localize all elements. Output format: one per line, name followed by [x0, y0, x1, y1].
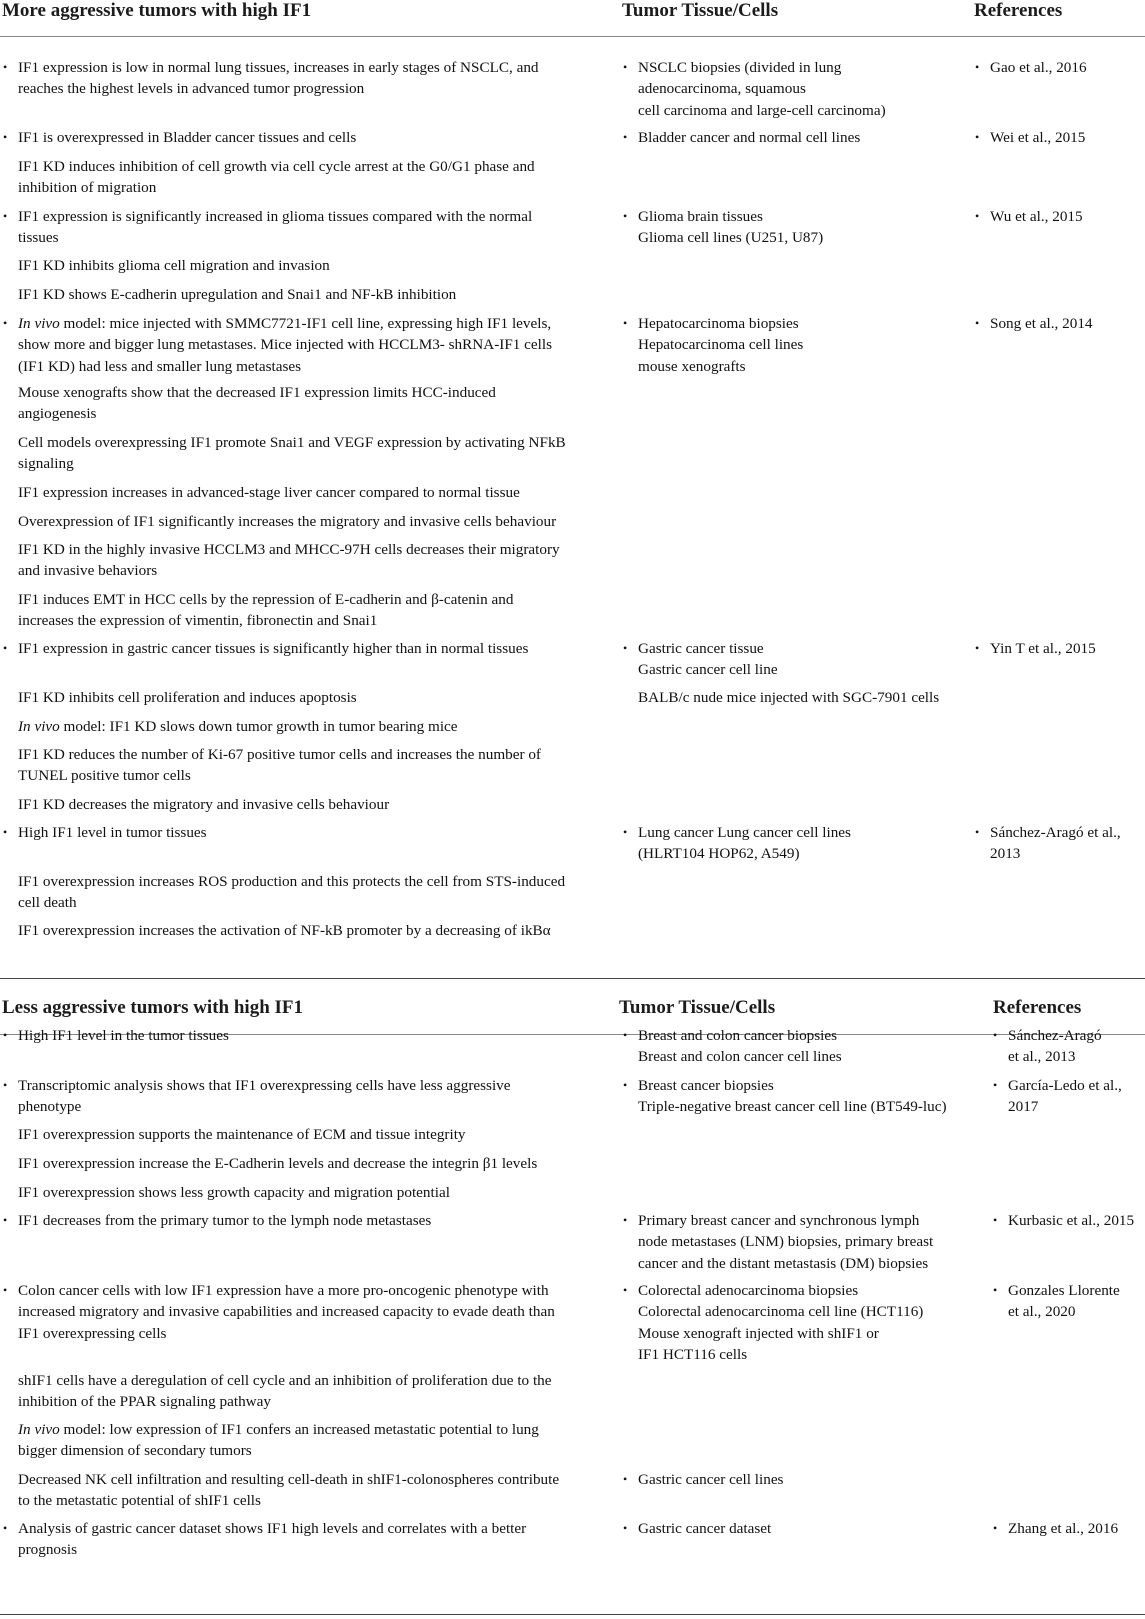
bullet-icon: • — [623, 1078, 628, 1092]
bullet-icon: • — [623, 60, 628, 74]
finding-cell — [18, 432, 603, 475]
tissue-cell — [623, 313, 983, 377]
bullet-icon: • — [993, 1213, 998, 1227]
cell-text-line: IF1 overexpression increases the activation of NF-kB promoter by a decreasing of ikBα — [18, 922, 551, 939]
finding-cell — [18, 794, 603, 815]
cell-text-line: (HLRT104 HOP62, A549) — [638, 845, 800, 863]
tissue-cell — [623, 1280, 973, 1365]
cell-text-line: Gastric cancer tissue — [638, 640, 764, 657]
cell-text-line: Wei et al., 2015 — [990, 129, 1086, 146]
bullet-icon: • — [623, 316, 628, 330]
cell-text-line: show more and bigger lung metastases. Mice injected with HCCLM3- shRNA-IF1 cells — [18, 336, 553, 354]
cell-text-line: IF1 KD induces inhibition of cell growth via cell cycle arrest at the G0/G1 phase and — [18, 158, 535, 175]
cell-text-line: Primary breast cancer and synchronous lymph — [638, 1212, 920, 1229]
bullet-icon: • — [975, 316, 980, 330]
table-bottom-rule — [0, 1614, 1145, 1615]
finding-cell — [18, 1153, 603, 1174]
cell-text-line: reaches the highest levels in advanced tumor progression — [18, 80, 365, 98]
finding-cell — [18, 1124, 603, 1145]
tissue-cell — [623, 822, 983, 865]
cell-text-line: Hepatocarcinoma biopsies — [638, 315, 799, 332]
reference-cell — [993, 1210, 1145, 1231]
reference-cell — [975, 313, 1140, 334]
cell-text-line: inhibition of migration — [18, 179, 157, 197]
cell-text-line: Colorectal adenocarcinoma biopsies — [638, 1282, 859, 1299]
cell-text-line: shIF1 cells have a deregulation of cell cycle and an inhibition of proliferation due to the — [18, 1372, 552, 1389]
finding-cell — [18, 482, 603, 503]
reference-cell — [975, 638, 1140, 659]
finding-cell — [3, 206, 603, 249]
cell-text-line: Sánchez-Aragó — [1008, 1027, 1102, 1044]
cell-text-line: IF1 overexpression shows less growth capacity and migration potential — [18, 1184, 450, 1201]
cell-text-line: cell carcinoma and large-cell carcinoma) — [638, 101, 886, 119]
cell-text-line: Hepatocarcinoma cell lines — [638, 336, 804, 354]
reference-cell — [993, 1075, 1145, 1118]
bullet-icon: • — [623, 1283, 628, 1297]
reference-cell — [975, 822, 1140, 865]
cell-text-line: to the metastatic potential of shIF1 cells — [18, 1492, 261, 1510]
bullet-icon: • — [623, 209, 628, 223]
bullet-icon: • — [3, 825, 8, 839]
finding-cell — [18, 744, 603, 787]
cell-text-line: BALB/c nude mice injected with SGC-7901 cells — [638, 689, 940, 706]
finding-cell — [18, 1370, 603, 1413]
bullet-icon: • — [975, 130, 980, 144]
cell-text-line: Glioma cell lines (U251, U87) — [638, 229, 824, 247]
cell-text-line: Colorectal adenocarcinoma cell line (HCT116) — [638, 1303, 924, 1321]
finding-cell — [18, 255, 603, 276]
bullet-icon: • — [3, 209, 8, 223]
reference-cell — [993, 1025, 1145, 1068]
cell-text-line: IF1 KD inhibits cell proliferation and induces apoptosis — [18, 689, 357, 706]
cell-text-line: IF1 expression is low in normal lung tissues, increases in early stages of NSCLC, and — [18, 59, 539, 76]
cell-text-line: adenocarcinoma, squamous — [638, 80, 806, 98]
finding-cell — [3, 127, 603, 148]
cell-text-line: Zhang et al., 2016 — [1008, 1520, 1119, 1537]
cell-text-line: 2017 — [1008, 1098, 1039, 1116]
reference-cell — [975, 127, 1140, 148]
reference-cell — [993, 1518, 1145, 1539]
cell-text-line: Lung cancer Lung cancer cell lines — [638, 824, 851, 841]
finding-cell — [18, 1182, 603, 1203]
finding-cell — [18, 511, 603, 532]
cell-text-line: Decreased NK cell infiltration and resulting cell-death in shIF1-colonospheres contribute — [18, 1471, 560, 1488]
column-header-finding: Less aggressive tumors with high IF1 — [2, 997, 304, 1018]
bullet-icon: • — [623, 825, 628, 839]
tissue-cell — [623, 1025, 973, 1068]
column-header-tissue: Tumor Tissue/Cells — [622, 0, 779, 21]
cell-text-line: IF1 overexpressing cells — [18, 1324, 167, 1342]
cell-text-line: Colon cancer cells with low IF1 expression have a more pro-oncogenic phenotype with — [18, 1282, 549, 1299]
column-header-references: References — [974, 0, 1063, 21]
finding-cell — [18, 382, 603, 425]
bullet-icon: • — [975, 641, 980, 655]
tissue-cell — [638, 687, 983, 708]
cell-text-line: Gao et al., 2016 — [990, 59, 1087, 76]
cell-text-line: Sánchez-Aragó et al., — [990, 824, 1121, 841]
cell-text-line: Overexpression of IF1 significantly increases the migratory and invasive cells behaviour — [18, 513, 557, 530]
tissue-cell — [623, 1469, 973, 1490]
column-header-tissue: Tumor Tissue/Cells — [619, 997, 776, 1018]
cell-text-line: Breast and colon cancer biopsies — [638, 1027, 838, 1044]
cell-text-line: Yin T et al., 2015 — [990, 640, 1096, 657]
cell-text-line: IF1 KD inhibits glioma cell migration and invasion — [18, 257, 330, 274]
bullet-icon: • — [993, 1028, 998, 1042]
finding-cell — [18, 539, 603, 582]
cell-text-line: Mouse xenograft injected with shIF1 or — [638, 1324, 879, 1342]
table-header-row — [0, 0, 1145, 24]
cell-text-line: angiogenesis — [18, 405, 97, 423]
bullet-icon: • — [975, 60, 980, 74]
cell-text-line: Bladder cancer and normal cell lines — [638, 129, 861, 146]
section-divider — [0, 978, 1145, 979]
bullet-icon: • — [3, 1213, 8, 1227]
bullet-icon: • — [623, 1213, 628, 1227]
finding-cell — [18, 920, 603, 941]
cell-text-line: High IF1 level in tumor tissues — [18, 824, 207, 841]
cell-text-line: (IF1 KD) had less and smaller lung metastases — [18, 357, 302, 375]
cell-text-line: IF1 overexpression increases ROS production and this protects the cell from STS-induced — [18, 873, 566, 890]
cell-text-line: Analysis of gastric cancer dataset shows IF1 high levels and correlates with a better — [18, 1520, 527, 1537]
cell-text-line: increased migratory and invasive capabilities and increased capacity to evade death than — [18, 1303, 555, 1321]
tissue-cell — [623, 1075, 973, 1118]
tissue-cell — [623, 1210, 973, 1274]
finding-cell — [18, 716, 603, 737]
cell-text-line: In vivo model: low expression of IF1 confers an increased metastatic potential to lung — [18, 1421, 539, 1438]
cell-text-line: García-Ledo et al., — [1008, 1077, 1122, 1094]
reference-cell — [975, 57, 1140, 78]
bullet-icon: • — [975, 209, 980, 223]
cell-text-line: et al., 2013 — [1008, 1048, 1076, 1066]
finding-cell — [3, 57, 603, 100]
table-header-row — [0, 997, 1145, 1021]
cell-text-line: Wu et al., 2015 — [990, 208, 1083, 225]
bullet-icon: • — [623, 641, 628, 655]
column-header-finding: More aggressive tumors with high IF1 — [2, 0, 312, 21]
bullet-icon: • — [993, 1521, 998, 1535]
reference-cell — [975, 206, 1140, 227]
bullet-icon: • — [3, 316, 8, 330]
cell-text-line: and invasive behaviors — [18, 562, 158, 580]
cell-text-line: TUNEL positive tumor cells — [18, 767, 191, 785]
cell-text-line: cell death — [18, 894, 77, 912]
bullet-icon: • — [3, 1283, 8, 1297]
cell-text-line: IF1 expression increases in advanced-stage liver cancer compared to normal tissue — [18, 484, 520, 501]
bullet-icon: • — [3, 130, 8, 144]
cell-text-line: bigger dimension of secondary tumors — [18, 1442, 252, 1460]
bullet-icon: • — [3, 1028, 8, 1042]
bullet-icon: • — [623, 130, 628, 144]
cell-text-line: Gastric cancer cell line — [638, 661, 778, 679]
cell-text-line: IF1 HCT116 cells — [638, 1345, 748, 1363]
bullet-icon: • — [3, 641, 8, 655]
bullet-icon: • — [623, 1028, 628, 1042]
cell-text-line: Triple-negative breast cancer cell line (BT549-luc) — [638, 1098, 947, 1116]
cell-text-line: prognosis — [18, 1541, 78, 1559]
tissue-cell — [623, 127, 983, 148]
tissue-cell — [623, 57, 983, 121]
cell-text-line: node metastases (LNM) biopsies, primary breast — [638, 1233, 934, 1251]
finding-cell — [3, 1518, 603, 1561]
cell-text-line: Breast cancer biopsies — [638, 1077, 774, 1094]
cell-text-line: Cell models overexpressing IF1 promote Snai1 and VEGF expression by activating NFkB — [18, 434, 566, 451]
bullet-icon: • — [993, 1283, 998, 1297]
cell-text-line: signaling — [18, 455, 74, 473]
finding-cell — [3, 1025, 603, 1046]
cell-text-line: increases the expression of vimentin, fibronectin and Snai1 — [18, 612, 378, 630]
cell-text-line: Gonzales Llorente — [1008, 1282, 1120, 1299]
cell-text-line: Gastric cancer cell lines — [638, 1471, 784, 1488]
reference-cell — [993, 1280, 1145, 1323]
cell-text-line: High IF1 level in the tumor tissues — [18, 1027, 229, 1044]
cell-text-line: In vivo model: mice injected with SMMC7721-IF1 cell line, expressing high IF1 levels, — [18, 315, 552, 332]
finding-cell — [3, 822, 603, 843]
cell-text-line: 2013 — [990, 845, 1021, 863]
cell-text-line: Breast and colon cancer cell lines — [638, 1048, 842, 1066]
finding-cell — [18, 687, 603, 708]
italic-prefix: In vivo — [18, 315, 60, 332]
finding-cell — [3, 313, 603, 377]
finding-cell — [3, 1280, 603, 1344]
cell-text-line: inhibition of the PPAR signaling pathway — [18, 1393, 271, 1411]
bullet-icon: • — [3, 1521, 8, 1535]
cell-text-line: IF1 KD in the highly invasive HCCLM3 and MHCC-97H cells decreases their migratory — [18, 541, 560, 558]
italic-prefix: In vivo — [18, 1421, 60, 1438]
bullet-icon: • — [3, 60, 8, 74]
finding-cell — [18, 871, 603, 914]
finding-cell — [3, 638, 603, 659]
italic-prefix: In vivo — [18, 718, 60, 735]
cell-text-line: IF1 KD reduces the number of Ki-67 positive tumor cells and increases the number of — [18, 746, 541, 763]
finding-cell — [3, 1075, 603, 1118]
cell-text-line: NSCLC biopsies (divided in lung — [638, 59, 842, 76]
cell-text-line: IF1 expression is significantly increased in glioma tissues compared with the normal — [18, 208, 533, 225]
tissue-cell — [623, 206, 983, 249]
cell-text-line: IF1 KD shows E-cadherin upregulation and Snai1 and NF-kB inhibition — [18, 286, 457, 303]
finding-cell — [18, 1469, 603, 1512]
finding-cell — [3, 1210, 603, 1231]
cell-text-line: IF1 decreases from the primary tumor to the lymph node metastases — [18, 1212, 432, 1229]
cell-text-line: phenotype — [18, 1098, 82, 1116]
cell-text-line: IF1 expression in gastric cancer tissues is significantly higher than in normal tissues — [18, 640, 529, 657]
cell-text-line: Song et al., 2014 — [990, 315, 1093, 332]
cell-text-line: Transcriptomic analysis shows that IF1 overexpressing cells have less aggressive — [18, 1077, 511, 1094]
cell-text-line: et al., 2020 — [1008, 1303, 1076, 1321]
bullet-icon: • — [975, 825, 980, 839]
cell-text-line: cancer and the distant metastasis (DM) biopsies — [638, 1254, 929, 1272]
finding-cell — [18, 284, 603, 305]
finding-cell — [18, 156, 603, 199]
cell-text-line: tissues — [18, 229, 59, 247]
cell-text-line: IF1 is overexpressed in Bladder cancer tissues and cells — [18, 129, 357, 146]
cell-text-line: mouse xenografts — [638, 357, 746, 375]
bullet-icon: • — [623, 1472, 628, 1486]
cell-text-line: Kurbasic et al., 2015 — [1008, 1212, 1135, 1229]
cell-text-line: Gastric cancer dataset — [638, 1520, 772, 1537]
finding-cell — [18, 589, 603, 632]
cell-text-line: In vivo model: IF1 KD slows down tumor growth in tumor bearing mice — [18, 718, 458, 735]
tissue-cell — [623, 638, 983, 681]
bullet-icon: • — [3, 1078, 8, 1092]
bullet-icon: • — [623, 1521, 628, 1535]
column-header-references: References — [993, 997, 1082, 1018]
cell-text-line: IF1 KD decreases the migratory and invasive cells behaviour — [18, 796, 390, 813]
tissue-cell — [623, 1518, 973, 1539]
header-divider — [0, 36, 1145, 37]
cell-text-line: Glioma brain tissues — [638, 208, 763, 225]
cell-text-line: Mouse xenografts show that the decreased IF1 expression limits HCC-induced — [18, 384, 496, 401]
cell-text-line: IF1 overexpression increase the E-Cadherin levels and decrease the integrin β1 levels — [18, 1155, 538, 1172]
cell-text-line: IF1 induces EMT in HCC cells by the repression of E-cadherin and β-catenin and — [18, 591, 514, 608]
cell-text-line: IF1 overexpression supports the maintenance of ECM and tissue integrity — [18, 1126, 466, 1143]
finding-cell — [18, 1419, 603, 1462]
bullet-icon: • — [993, 1078, 998, 1092]
